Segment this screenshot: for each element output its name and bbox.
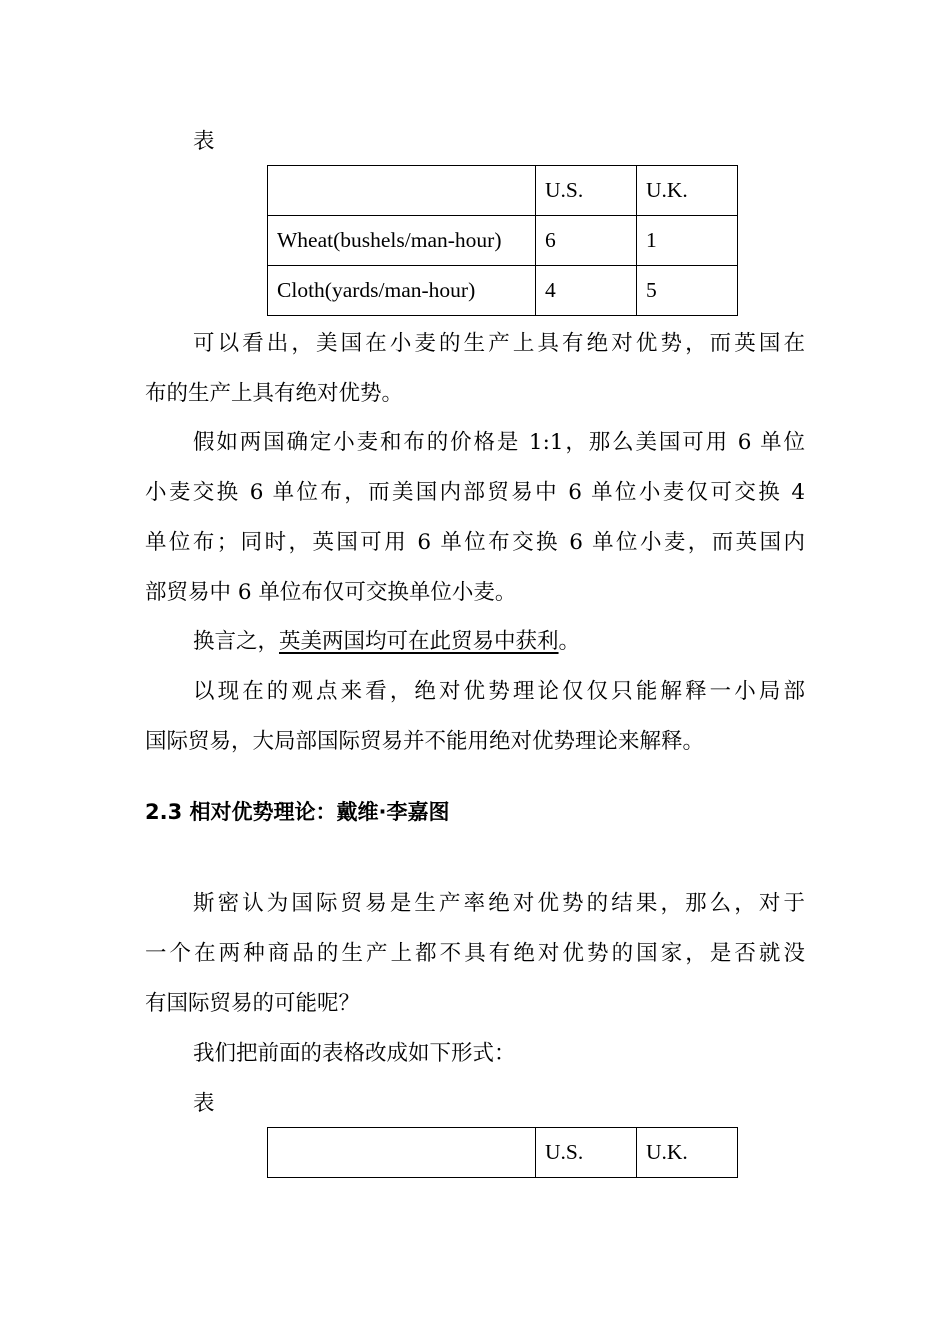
production-table <box>267 165 738 316</box>
paragraph-line: 一个在两种商品的生产上都不具有绝对优势的国家，是否就没 <box>145 941 805 966</box>
paragraph-line: 部贸易中 6 单位布仅可交换单位小麦。 <box>145 580 517 605</box>
table1-caption: 表 <box>193 129 215 154</box>
table-header-cell: U.K. <box>637 166 738 216</box>
table-header-cell: U.S. <box>536 166 637 216</box>
table-cell: 5 <box>637 266 738 316</box>
table-header-row <box>268 1128 738 1178</box>
paragraph-line: 我们把前面的表格改成如下形式： <box>193 1041 516 1066</box>
table-cell: 1 <box>637 216 738 266</box>
production-table-2 <box>267 1127 738 1178</box>
paragraph-line: 单位布；同时，英国可用 6 单位布交换 6 单位小麦，而英国内 <box>145 530 805 555</box>
table-cell: Wheat(bushels/man-hour) <box>268 216 536 266</box>
text-suffix: 。 <box>558 629 581 654</box>
paragraph-line: 国际贸易，大局部国际贸易并不能用绝对优势理论来解释。 <box>145 729 705 754</box>
text-prefix: 换言之， <box>193 629 280 654</box>
paragraph-line: 可以看出，美国在小麦的生产上具有绝对优势，而英国在 <box>193 331 805 356</box>
table-row <box>268 216 738 266</box>
table-cell: 4 <box>536 266 637 316</box>
paragraph-line: 假如两国确定小麦和布的价格是 1:1，那么美国可用 6 单位 <box>193 430 805 455</box>
table-cell: Cloth(yards/man-hour) <box>268 266 536 316</box>
section-heading: 2.3 相对优势理论：戴维·李嘉图 <box>145 800 450 824</box>
underlined-text: 英美两国均可在此贸易中获利 <box>279 629 559 654</box>
table-header-row <box>268 166 738 216</box>
paragraph-line <box>193 627 580 657</box>
table-header-cell: U.S. <box>536 1128 637 1178</box>
paragraph-line: 小麦交换 6 单位布，而美国内部贸易中 6 单位小麦仅可交换 4 <box>145 480 805 505</box>
paragraph-line: 布的生产上具有绝对优势。 <box>145 381 404 406</box>
paragraph-line: 以现在的观点来看，绝对优势理论仅仅只能解释一小局部 <box>193 679 805 704</box>
paragraph-line: 有国际贸易的可能呢？ <box>145 991 361 1016</box>
paragraph-line: 斯密认为国际贸易是生产率绝对优势的结果，那么，对于 <box>193 891 805 916</box>
table-header-cell <box>268 1128 536 1178</box>
table-header-cell: U.K. <box>637 1128 738 1178</box>
table2-caption: 表 <box>193 1091 215 1116</box>
table-header-cell <box>268 166 536 216</box>
table-row <box>268 266 738 316</box>
table-cell: 6 <box>536 216 637 266</box>
